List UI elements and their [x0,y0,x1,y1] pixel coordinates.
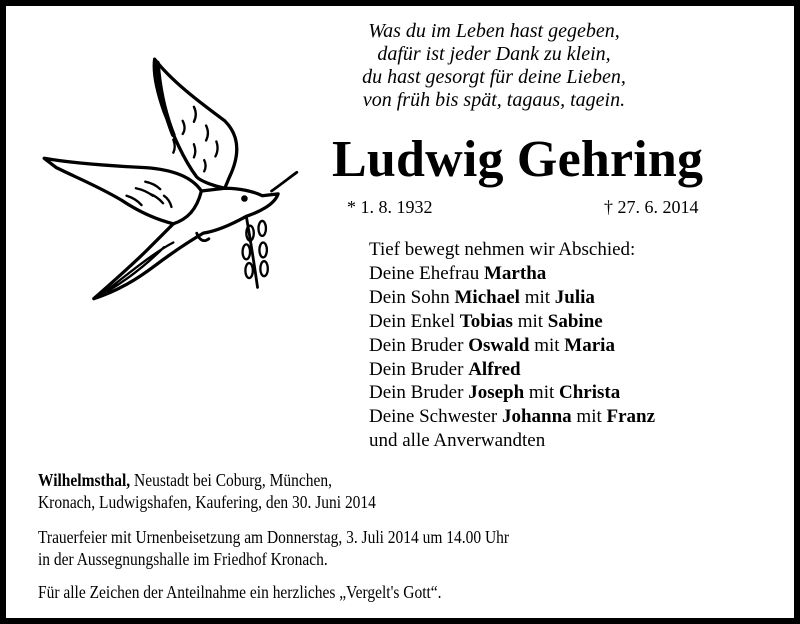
deceased-name: Ludwig Gehring [332,131,704,188]
mourner-entry [369,381,655,405]
mourner-name: Alfred [468,358,521,380]
relation: Deine Ehefrau [369,262,484,284]
funeral-info [38,526,509,570]
partner-name: Julia [554,286,595,308]
partner-name: Christa [559,382,621,404]
place-and-date [38,469,376,513]
poem-line: Was du im Leben hast gegeben, [368,20,620,42]
birth-date: * 1. 8. 1932 [347,197,433,217]
relation: Dein Bruder [369,334,469,356]
other-towns: Neustadt bei Coburg, München, [130,470,332,490]
mourner-entry [369,358,655,382]
connector: mit [519,286,555,308]
mourner-name: Joseph [468,382,525,404]
mourner-entry [369,286,655,310]
relation: Dein Sohn [369,286,455,308]
funeral-line-1: Trauerfeier mit Urnenbeisetzung am Donnerstag, 3. Juli 2014 um 14.00 Uhr [38,527,510,547]
mourner-name: Martha [484,262,547,284]
mourner-name: Oswald [468,334,530,356]
mourner-entry [369,405,655,429]
death-date: † 27. 6. 2014 [604,197,699,217]
connector: mit [571,406,607,428]
mourner-entry [369,310,655,334]
poem-line: dafür ist jeder Dank zu klein, [377,43,611,65]
connector: mit [512,310,548,332]
relation: Dein Bruder [369,382,469,404]
place-line-1 [38,469,376,491]
mourner-name: Johanna [501,406,572,428]
home-town: Wilhelmsthal, [38,470,131,490]
poem-line: von früh bis spät, tagaus, tagein. [362,89,626,111]
mourner-entry [369,262,655,286]
mourners-closing: und alle Anverwandten [369,430,546,452]
relation: Deine Schwester [369,406,502,428]
obituary-card [6,6,794,618]
funeral-line-2: in der Aussegnungshalle im Friedhof Kronach. [38,549,328,569]
relation: Dein Enkel [369,310,460,332]
mourner-name: Michael [454,286,520,308]
partner-name: Franz [606,406,656,428]
connector: mit [524,382,560,404]
place-line-2: Kronach, Ludwigshafen, Kaufering, den 30. Juni 2014 [38,492,376,512]
relation: Dein Bruder [369,358,469,380]
mourner-entry [369,334,655,358]
partner-name: Maria [564,334,615,356]
dove-with-olive-branch-icon [30,46,326,308]
thanks-note: Für alle Zeichen der Anteilnahme ein herzliches „Vergelt's Gott“. [38,582,442,602]
mourners-intro: Tief bewegt nehmen wir Abschied: [369,239,636,260]
partner-name: Sabine [547,310,603,332]
mourner-name: Tobias [459,310,513,332]
connector: mit [529,334,565,356]
mourners-list [369,238,655,453]
poem-line: du hast gesorgt für deine Lieben, [362,66,626,88]
